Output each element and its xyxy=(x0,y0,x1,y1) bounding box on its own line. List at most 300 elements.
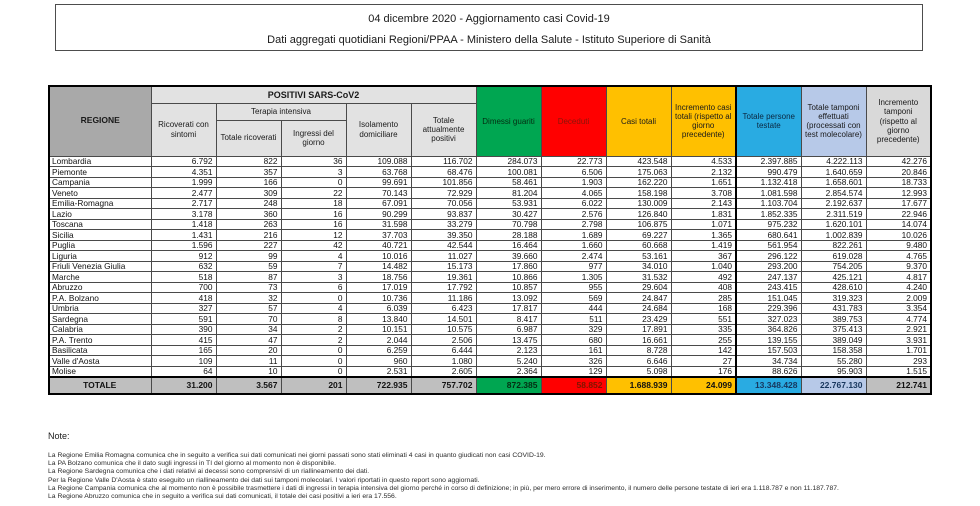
totale-label: TOTALE xyxy=(49,377,151,394)
value-cell: 99 xyxy=(216,251,281,262)
value-cell: 129 xyxy=(541,366,606,377)
value-cell: 1.903 xyxy=(541,177,606,188)
region-name-cell: Calabria xyxy=(49,324,151,335)
value-cell: 1.596 xyxy=(151,240,216,251)
value-cell: 1.651 xyxy=(671,177,736,188)
value-cell: 2.009 xyxy=(866,293,931,304)
value-cell: 29.604 xyxy=(606,282,671,293)
value-cell: 1.660 xyxy=(541,240,606,251)
value-cell: 990.479 xyxy=(736,167,801,178)
value-cell: 20 xyxy=(216,345,281,356)
value-cell: 70.143 xyxy=(346,188,411,199)
value-cell: 1.419 xyxy=(671,240,736,251)
table-row xyxy=(49,366,931,377)
value-cell: 975.232 xyxy=(736,219,801,230)
value-cell: 2.717 xyxy=(151,198,216,209)
value-cell: 243.415 xyxy=(736,282,801,293)
value-cell: 161 xyxy=(541,345,606,356)
table-row xyxy=(49,209,931,220)
table-row xyxy=(49,261,931,272)
value-cell: 1.418 xyxy=(151,219,216,230)
table-row xyxy=(49,356,931,367)
value-cell: 0 xyxy=(281,366,346,377)
value-cell: 1.831 xyxy=(671,209,736,220)
value-cell: 16 xyxy=(281,209,346,220)
value-cell: 255 xyxy=(671,335,736,346)
value-cell: 100.081 xyxy=(476,167,541,178)
value-cell: 14.501 xyxy=(411,314,476,325)
col-header-regione: REGIONE xyxy=(49,86,151,156)
value-cell: 2.798 xyxy=(541,219,606,230)
col-group-positivi: POSITIVI SARS-CoV2 xyxy=(151,86,476,103)
value-cell: 2.132 xyxy=(671,167,736,178)
value-cell: 19.361 xyxy=(411,272,476,283)
value-cell: 415 xyxy=(151,335,216,346)
value-cell: 175.063 xyxy=(606,167,671,178)
value-cell: 162.220 xyxy=(606,177,671,188)
notes-heading: Note: xyxy=(48,431,70,441)
value-cell: 2.143 xyxy=(671,198,736,209)
value-cell: 569 xyxy=(541,293,606,304)
value-cell: 15.173 xyxy=(411,261,476,272)
value-cell: 0 xyxy=(281,356,346,367)
region-name-cell: Valle d'Aosta xyxy=(49,356,151,367)
region-name-cell: P.A. Bolzano xyxy=(49,293,151,304)
value-cell: 70 xyxy=(216,314,281,325)
value-cell: 42.276 xyxy=(866,156,931,167)
table-body xyxy=(49,156,931,377)
value-cell: 23.429 xyxy=(606,314,671,325)
region-name-cell: Liguria xyxy=(49,251,151,262)
col-header-isolamento: Isolamento domiciliare xyxy=(346,103,411,156)
value-cell: 444 xyxy=(541,303,606,314)
region-name-cell: Toscana xyxy=(49,219,151,230)
value-cell: 4.240 xyxy=(866,282,931,293)
value-cell: 375.413 xyxy=(801,324,866,335)
value-cell: 263 xyxy=(216,219,281,230)
value-cell: 90.299 xyxy=(346,209,411,220)
value-cell: 216 xyxy=(216,230,281,241)
value-cell: 18 xyxy=(281,198,346,209)
table-row xyxy=(49,156,931,167)
value-cell: 6.022 xyxy=(541,198,606,209)
value-cell: 680.641 xyxy=(736,230,801,241)
value-cell: 88.626 xyxy=(736,366,801,377)
value-cell: 977 xyxy=(541,261,606,272)
value-cell: 31.532 xyxy=(606,272,671,283)
value-cell: 57 xyxy=(216,303,281,314)
value-cell: 17.891 xyxy=(606,324,671,335)
value-cell: 293.200 xyxy=(736,261,801,272)
table-row xyxy=(49,314,931,325)
value-cell: 8.728 xyxy=(606,345,671,356)
value-cell: 4.222.113 xyxy=(801,156,866,167)
value-cell: 73 xyxy=(216,282,281,293)
value-cell: 1.132.418 xyxy=(736,177,801,188)
value-cell: 1.103.704 xyxy=(736,198,801,209)
value-cell: 4.533 xyxy=(671,156,736,167)
value-cell: 10.736 xyxy=(346,293,411,304)
value-cell: 360 xyxy=(216,209,281,220)
value-cell: 20.846 xyxy=(866,167,931,178)
value-cell: 2.364 xyxy=(476,366,541,377)
value-cell: 157.503 xyxy=(736,345,801,356)
value-cell: 2.921 xyxy=(866,324,931,335)
value-cell: 1.852.335 xyxy=(736,209,801,220)
value-cell: 1.305 xyxy=(541,272,606,283)
table-row xyxy=(49,230,931,241)
totale-value-cell: 201 xyxy=(281,377,346,394)
totale-value-cell: 13.348.428 xyxy=(736,377,801,394)
value-cell: 9.370 xyxy=(866,261,931,272)
value-cell: 6 xyxy=(281,282,346,293)
value-cell: 822.261 xyxy=(801,240,866,251)
value-cell: 32 xyxy=(216,293,281,304)
value-cell: 142 xyxy=(671,345,736,356)
region-name-cell: Sicilia xyxy=(49,230,151,241)
region-name-cell: Molise xyxy=(49,366,151,377)
value-cell: 4 xyxy=(281,303,346,314)
value-cell: 319.323 xyxy=(801,293,866,304)
note-line: La Regione Abruzzo comunica che in seguito a verifica sui dati comunicati, il totale dei casi positivi a ieri era 17.556. xyxy=(48,493,397,501)
table-row xyxy=(49,335,931,346)
value-cell: 390 xyxy=(151,324,216,335)
table-row xyxy=(49,303,931,314)
value-cell: 561.954 xyxy=(736,240,801,251)
totale-value-cell: 3.567 xyxy=(216,377,281,394)
value-cell: 53.161 xyxy=(606,251,671,262)
value-cell: 423.548 xyxy=(606,156,671,167)
value-cell: 10.016 xyxy=(346,251,411,262)
value-cell: 16.661 xyxy=(606,335,671,346)
value-cell: 248 xyxy=(216,198,281,209)
totale-value-cell: 722.935 xyxy=(346,377,411,394)
value-cell: 10.575 xyxy=(411,324,476,335)
value-cell: 247.137 xyxy=(736,272,801,283)
value-cell: 229.396 xyxy=(736,303,801,314)
value-cell: 700 xyxy=(151,282,216,293)
value-cell: 13.092 xyxy=(476,293,541,304)
value-cell: 357 xyxy=(216,167,281,178)
value-cell: 1.620.101 xyxy=(801,219,866,230)
value-cell: 428.610 xyxy=(801,282,866,293)
region-name-cell: Lazio xyxy=(49,209,151,220)
totale-value-cell: 31.200 xyxy=(151,377,216,394)
region-name-cell: Lombardia xyxy=(49,156,151,167)
value-cell: 822 xyxy=(216,156,281,167)
value-cell: 2.477 xyxy=(151,188,216,199)
region-name-cell: P.A. Trento xyxy=(49,335,151,346)
value-cell: 22.946 xyxy=(866,209,931,220)
value-cell: 8 xyxy=(281,314,346,325)
value-cell: 67.091 xyxy=(346,198,411,209)
value-cell: 126.840 xyxy=(606,209,671,220)
totale-value-cell: 757.702 xyxy=(411,377,476,394)
value-cell: 60.668 xyxy=(606,240,671,251)
value-cell: 9.480 xyxy=(866,240,931,251)
value-cell: 285 xyxy=(671,293,736,304)
value-cell: 22.773 xyxy=(541,156,606,167)
value-cell: 63.768 xyxy=(346,167,411,178)
value-cell: 327 xyxy=(151,303,216,314)
region-name-cell: Marche xyxy=(49,272,151,283)
value-cell: 326 xyxy=(541,356,606,367)
value-cell: 367 xyxy=(671,251,736,262)
value-cell: 11.027 xyxy=(411,251,476,262)
report-date-title: 04 dicembre 2020 - Aggiornamento casi Covid-19 xyxy=(368,13,610,25)
value-cell: 59 xyxy=(216,261,281,272)
col-header-incremento-tamponi: Incremento tamponi (rispetto al giorno precedente) xyxy=(866,86,931,156)
value-cell: 1.515 xyxy=(866,366,931,377)
value-cell: 99.691 xyxy=(346,177,411,188)
value-cell: 1.658.601 xyxy=(801,177,866,188)
value-cell: 34 xyxy=(216,324,281,335)
value-cell: 6.987 xyxy=(476,324,541,335)
value-cell: 2.506 xyxy=(411,335,476,346)
value-cell: 53.931 xyxy=(476,198,541,209)
value-cell: 309 xyxy=(216,188,281,199)
value-cell: 18.733 xyxy=(866,177,931,188)
value-cell: 912 xyxy=(151,251,216,262)
value-cell: 1.689 xyxy=(541,230,606,241)
note-line: La Regione Campania comunica che al momento non è possibile trasmettere i dati di ingressi in terapia intensiva del giorno perché in corso di definizione; in più, per mero errore di inserimento, il numero delle persone testate di ieri era 1.118.787 e non 11.187.787. xyxy=(48,484,839,492)
value-cell: 27 xyxy=(671,356,736,367)
totale-value-cell: 1.688.939 xyxy=(606,377,671,394)
value-cell: 10.866 xyxy=(476,272,541,283)
value-cell: 1.071 xyxy=(671,219,736,230)
value-cell: 40.721 xyxy=(346,240,411,251)
col-header-ricoverati-sintomi: Ricoverati con sintomi xyxy=(151,103,216,156)
value-cell: 293 xyxy=(866,356,931,367)
value-cell: 2.576 xyxy=(541,209,606,220)
value-cell: 2.123 xyxy=(476,345,541,356)
value-cell: 81.204 xyxy=(476,188,541,199)
value-cell: 1.701 xyxy=(866,345,931,356)
value-cell: 418 xyxy=(151,293,216,304)
value-cell: 3.931 xyxy=(866,335,931,346)
value-cell: 6.792 xyxy=(151,156,216,167)
value-cell: 1.040 xyxy=(671,261,736,272)
value-cell: 36 xyxy=(281,156,346,167)
value-cell: 24.847 xyxy=(606,293,671,304)
value-cell: 68.476 xyxy=(411,167,476,178)
value-cell: 130.009 xyxy=(606,198,671,209)
value-cell: 28.188 xyxy=(476,230,541,241)
value-cell: 33.279 xyxy=(411,219,476,230)
value-cell: 227 xyxy=(216,240,281,251)
value-cell: 4.351 xyxy=(151,167,216,178)
value-cell: 364.826 xyxy=(736,324,801,335)
value-cell: 30.427 xyxy=(476,209,541,220)
value-cell: 4 xyxy=(281,251,346,262)
value-cell: 4.765 xyxy=(866,251,931,262)
value-cell: 18.756 xyxy=(346,272,411,283)
value-cell: 754.205 xyxy=(801,261,866,272)
report-subtitle: Dati aggregati quotidiani Regioni/PPAA - Ministero della Salute - Istituto Superiore di Sanità xyxy=(267,34,711,46)
value-cell: 4.065 xyxy=(541,188,606,199)
value-cell: 106.875 xyxy=(606,219,671,230)
value-cell: 327.023 xyxy=(736,314,801,325)
table-row xyxy=(49,251,931,262)
table-row xyxy=(49,324,931,335)
value-cell: 1.081.598 xyxy=(736,188,801,199)
table-row xyxy=(49,167,931,178)
value-cell: 1.431 xyxy=(151,230,216,241)
value-cell: 4.817 xyxy=(866,272,931,283)
value-cell: 2 xyxy=(281,324,346,335)
col-header-attualmente-positivi: Totale attualmente positivi xyxy=(411,103,476,156)
value-cell: 2.044 xyxy=(346,335,411,346)
value-cell: 3.354 xyxy=(866,303,931,314)
value-cell: 17.019 xyxy=(346,282,411,293)
table-row xyxy=(49,272,931,283)
value-cell: 37.703 xyxy=(346,230,411,241)
value-cell: 7 xyxy=(281,261,346,272)
value-cell: 425.121 xyxy=(801,272,866,283)
value-cell: 0 xyxy=(281,345,346,356)
value-cell: 3 xyxy=(281,167,346,178)
value-cell: 284.073 xyxy=(476,156,541,167)
value-cell: 680 xyxy=(541,335,606,346)
value-cell: 70.056 xyxy=(411,198,476,209)
value-cell: 31.598 xyxy=(346,219,411,230)
col-header-incremento-casi: Incremento casi totali (rispetto al giorno precedente) xyxy=(671,86,736,156)
table-row xyxy=(49,240,931,251)
value-cell: 176 xyxy=(671,366,736,377)
region-name-cell: Piemonte xyxy=(49,167,151,178)
value-cell: 551 xyxy=(671,314,736,325)
totale-value-cell: 212.741 xyxy=(866,377,931,394)
col-header-totale-ricoverati: Totale ricoverati xyxy=(216,120,281,156)
value-cell: 2.531 xyxy=(346,366,411,377)
value-cell: 5.240 xyxy=(476,356,541,367)
value-cell: 158.198 xyxy=(606,188,671,199)
value-cell: 11.186 xyxy=(411,293,476,304)
totale-value-cell: 58.852 xyxy=(541,377,606,394)
table-row xyxy=(49,198,931,209)
value-cell: 12.993 xyxy=(866,188,931,199)
col-header-tamponi: Totale tamponi effettuati (processati con test molecolare) xyxy=(801,86,866,156)
value-cell: 101.856 xyxy=(411,177,476,188)
value-cell: 12 xyxy=(281,230,346,241)
value-cell: 0 xyxy=(281,177,346,188)
value-cell: 3.708 xyxy=(671,188,736,199)
value-cell: 632 xyxy=(151,261,216,272)
value-cell: 2.397.885 xyxy=(736,156,801,167)
value-cell: 109 xyxy=(151,356,216,367)
region-name-cell: Puglia xyxy=(49,240,151,251)
value-cell: 3.178 xyxy=(151,209,216,220)
value-cell: 87 xyxy=(216,272,281,283)
value-cell: 335 xyxy=(671,324,736,335)
value-cell: 8.417 xyxy=(476,314,541,325)
table-row xyxy=(49,219,931,230)
value-cell: 1.999 xyxy=(151,177,216,188)
region-name-cell: Basilicata xyxy=(49,345,151,356)
col-header-dimessi-guariti: Dimessi guariti xyxy=(476,86,541,156)
value-cell: 16.464 xyxy=(476,240,541,251)
value-cell: 70.798 xyxy=(476,219,541,230)
value-cell: 10.026 xyxy=(866,230,931,241)
region-name-cell: Campania xyxy=(49,177,151,188)
region-name-cell: Friuli Venezia Giulia xyxy=(49,261,151,272)
value-cell: 591 xyxy=(151,314,216,325)
report-title-box xyxy=(55,4,923,51)
value-cell: 64 xyxy=(151,366,216,377)
value-cell: 151.045 xyxy=(736,293,801,304)
value-cell: 431.783 xyxy=(801,303,866,314)
value-cell: 1.365 xyxy=(671,230,736,241)
value-cell: 16 xyxy=(281,219,346,230)
value-cell: 960 xyxy=(346,356,411,367)
value-cell: 408 xyxy=(671,282,736,293)
value-cell: 6.423 xyxy=(411,303,476,314)
value-cell: 109.088 xyxy=(346,156,411,167)
value-cell: 39.660 xyxy=(476,251,541,262)
value-cell: 389.753 xyxy=(801,314,866,325)
value-cell: 2 xyxy=(281,335,346,346)
value-cell: 17.860 xyxy=(476,261,541,272)
value-cell: 55.280 xyxy=(801,356,866,367)
table-footer xyxy=(49,377,931,394)
value-cell: 4.774 xyxy=(866,314,931,325)
table-row xyxy=(49,282,931,293)
value-cell: 158.358 xyxy=(801,345,866,356)
note-line: La PA Bolzano comunica che il dato sugli ingressi in TI del giorno al momento non è disponibile. xyxy=(48,460,337,468)
value-cell: 10 xyxy=(216,366,281,377)
totale-value-cell: 24.099 xyxy=(671,377,736,394)
value-cell: 296.122 xyxy=(736,251,801,262)
value-cell: 72.929 xyxy=(411,188,476,199)
value-cell: 0 xyxy=(281,293,346,304)
value-cell: 168 xyxy=(671,303,736,314)
value-cell: 93.837 xyxy=(411,209,476,220)
table-row xyxy=(49,293,931,304)
value-cell: 69.227 xyxy=(606,230,671,241)
value-cell: 34.010 xyxy=(606,261,671,272)
value-cell: 492 xyxy=(671,272,736,283)
notes-list xyxy=(48,452,948,501)
value-cell: 6.039 xyxy=(346,303,411,314)
totale-row xyxy=(49,377,931,394)
value-cell: 10.857 xyxy=(476,282,541,293)
value-cell: 22 xyxy=(281,188,346,199)
value-cell: 2.605 xyxy=(411,366,476,377)
note-line: Per la Regione Valle D'Aosta è stato eseguito un riallineamento dei dati sui tamponi molecolari. I valori riportati in questo report sono aggiornati. xyxy=(48,476,480,484)
value-cell: 116.702 xyxy=(411,156,476,167)
value-cell: 139.155 xyxy=(736,335,801,346)
value-cell: 165 xyxy=(151,345,216,356)
value-cell: 955 xyxy=(541,282,606,293)
note-line: La Regione Sardegna comunica che i dati relativi ai decessi sono comprensivi di un riallineamento dei dati. xyxy=(48,468,370,476)
value-cell: 17.817 xyxy=(476,303,541,314)
value-cell: 95.903 xyxy=(801,366,866,377)
value-cell: 39.350 xyxy=(411,230,476,241)
value-cell: 10.151 xyxy=(346,324,411,335)
value-cell: 1.640.659 xyxy=(801,167,866,178)
value-cell: 47 xyxy=(216,335,281,346)
value-cell: 17.677 xyxy=(866,198,931,209)
totale-value-cell: 872.385 xyxy=(476,377,541,394)
value-cell: 1.080 xyxy=(411,356,476,367)
value-cell: 619.028 xyxy=(801,251,866,262)
value-cell: 2.474 xyxy=(541,251,606,262)
table-row xyxy=(49,345,931,356)
value-cell: 389.049 xyxy=(801,335,866,346)
value-cell: 1.002.839 xyxy=(801,230,866,241)
col-header-ingressi-giorno: Ingressi del giorno xyxy=(281,120,346,156)
value-cell: 166 xyxy=(216,177,281,188)
